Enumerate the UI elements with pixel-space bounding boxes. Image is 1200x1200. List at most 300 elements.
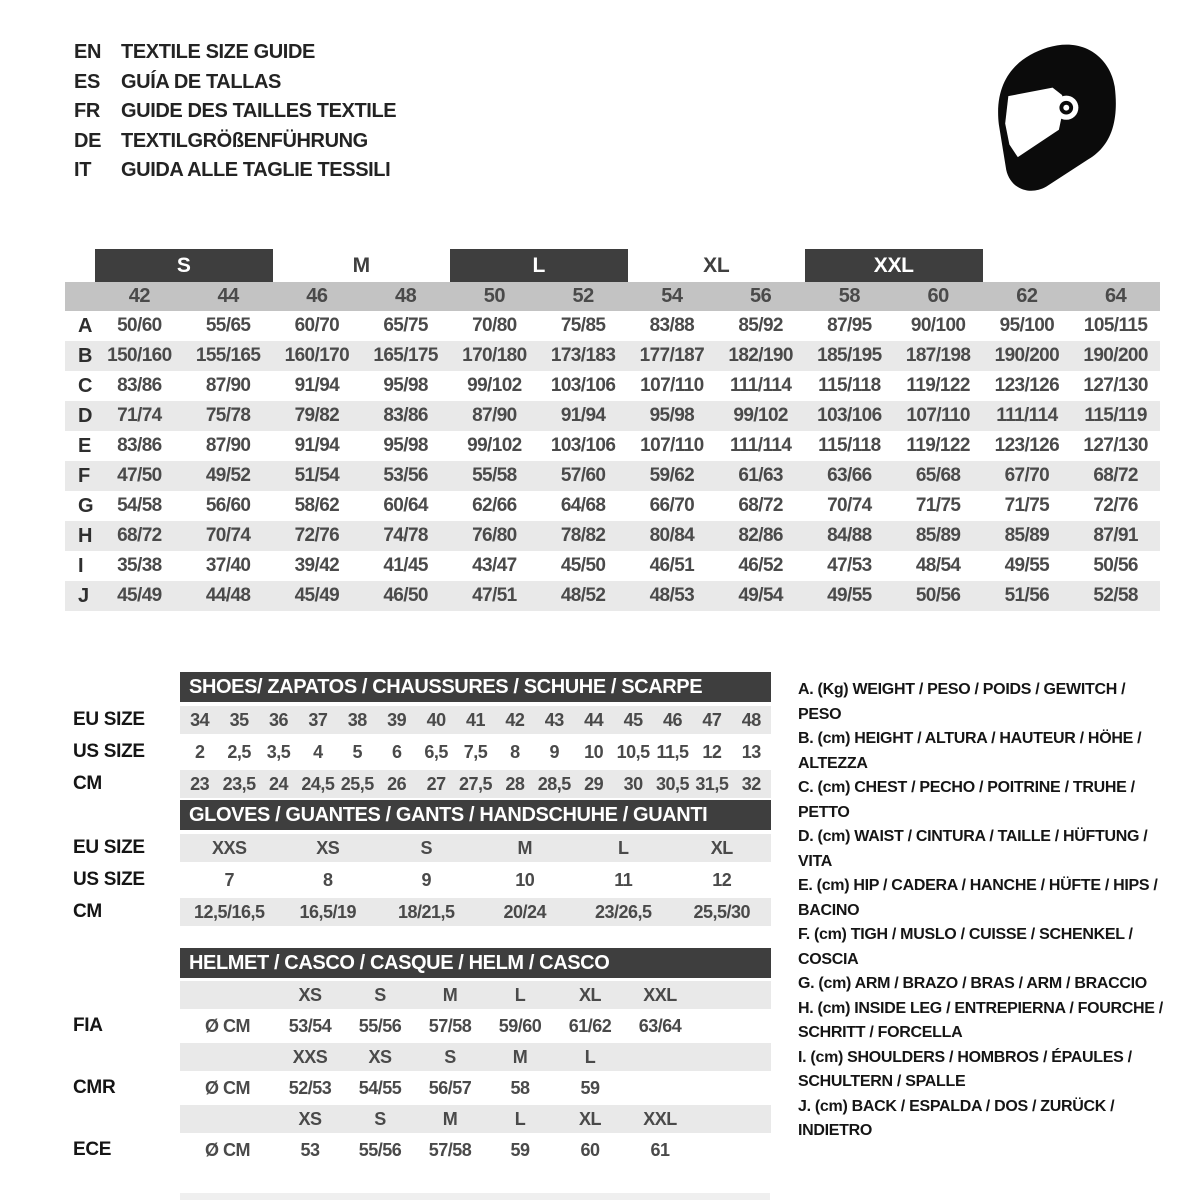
table-cell: 47/53 — [827, 555, 872, 576]
size-group-row — [65, 249, 1160, 282]
table-cell: 70/74 — [827, 495, 872, 516]
table-cell: 3,5 — [266, 741, 291, 762]
table-cell: 57/60 — [560, 465, 606, 486]
helmet-rows — [65, 981, 771, 1164]
table-cell: M — [512, 1046, 528, 1067]
row-label: CM — [73, 901, 102, 922]
table-cell: 127/130 — [1083, 375, 1148, 396]
table-cell: 47/51 — [472, 585, 517, 606]
table-cell: 6,5 — [424, 741, 448, 762]
table-cell: 41 — [465, 709, 485, 730]
table-cell: 7,5 — [463, 741, 488, 762]
table-row — [65, 770, 771, 798]
row-cells — [180, 1043, 771, 1071]
numeric-size: 50 — [483, 285, 505, 307]
table-cell: 46/52 — [738, 555, 783, 576]
table-cell: L — [514, 984, 526, 1005]
shoes-rows — [65, 706, 771, 798]
table-cell: 54/58 — [117, 495, 162, 516]
table-cell: 37/40 — [205, 555, 251, 576]
table-cell: 49/52 — [205, 465, 251, 486]
row-cells — [180, 1012, 771, 1040]
table-cell: 49/55 — [827, 585, 872, 606]
table-cell: 61/62 — [568, 1015, 612, 1036]
table-cell: 36 — [268, 709, 288, 730]
racing-helmet-icon — [982, 28, 1140, 200]
table-row — [65, 521, 1160, 551]
table-cell: 79/82 — [294, 405, 340, 426]
table-cell: 85/92 — [738, 315, 783, 336]
row-cells — [180, 898, 771, 926]
row-cells — [180, 770, 771, 798]
shoes-size-table — [65, 672, 771, 798]
table-cell: XXL — [643, 1108, 677, 1129]
table-cell: 60 — [580, 1139, 600, 1160]
table-cell: L — [584, 1046, 596, 1067]
table-cell: XS — [368, 1046, 392, 1067]
table-cell: 107/110 — [640, 375, 704, 396]
measurement-legend — [798, 678, 1170, 1144]
table-cell: 177/187 — [639, 345, 705, 366]
table-cell: 91/94 — [294, 435, 340, 456]
table-cell: 173/183 — [550, 345, 616, 366]
table-cell: 46 — [662, 709, 682, 730]
table-cell: 95/100 — [999, 315, 1055, 336]
table-cell: 165/175 — [373, 345, 438, 366]
legend-entry: H. (cm) INSIDE LEG / ENTREPIERNA / FOURCHE / SCHRITT / FORCELLA — [798, 999, 1163, 1041]
table-cell: 72/76 — [294, 525, 340, 546]
table-cell: 72/76 — [1093, 495, 1138, 516]
table-cell: 107/110 — [906, 405, 970, 426]
table-cell: 49/54 — [738, 585, 783, 606]
row-letter: G — [78, 494, 94, 517]
table-cell: 49/55 — [1004, 555, 1050, 576]
table-cell: 185/195 — [817, 345, 882, 366]
table-cell: 62/66 — [472, 495, 517, 516]
table-cell: 23,5 — [222, 773, 256, 794]
table-cell: 63/66 — [827, 465, 872, 486]
table-cell: 4 — [313, 741, 323, 762]
row-letter: F — [78, 464, 91, 487]
table-cell: 24,5 — [301, 773, 335, 794]
table-cell: 67/70 — [1004, 465, 1050, 486]
table-cell: 70/80 — [472, 315, 517, 336]
table-cell: 35/38 — [117, 555, 162, 576]
table-row — [65, 341, 1160, 371]
table-row — [65, 581, 1160, 611]
table-cell: 190/200 — [994, 345, 1060, 366]
table-cell: 150/160 — [107, 345, 172, 366]
language-code: ES — [74, 70, 101, 93]
table-cell: 90/100 — [910, 315, 966, 336]
table-cell: 50/60 — [117, 315, 162, 336]
table-cell: 8 — [510, 741, 520, 762]
table-cell: 123/126 — [994, 435, 1060, 456]
table-cell: 87/95 — [827, 315, 872, 336]
size-group-label: XL — [703, 253, 730, 277]
table-cell: 44/48 — [205, 585, 251, 606]
numeric-size: 64 — [1105, 285, 1127, 307]
legend-entry: G. (cm) ARM / BRAZO / BRAS / ARM / BRACCIO — [798, 975, 1147, 992]
table-cell: 51/56 — [1004, 585, 1050, 606]
table-cell: 95/98 — [383, 435, 428, 456]
table-cell: 30,5 — [655, 773, 690, 794]
table-cell: XL — [578, 1108, 601, 1129]
table-cell: 187/198 — [905, 345, 971, 366]
language-row — [74, 97, 396, 127]
language-title: GUIDA ALLE TAGLIE TESSILI — [121, 159, 391, 182]
table-row — [65, 371, 1160, 401]
table-cell: 24 — [268, 773, 288, 794]
language-header — [74, 38, 396, 186]
table-cell: 71/75 — [1004, 495, 1050, 516]
table-cell: 11,5 — [656, 741, 689, 762]
table-cell: 23 — [190, 773, 210, 794]
table-cell: 52/58 — [1093, 585, 1138, 606]
row-cells — [180, 981, 771, 1009]
table-cell: 103/106 — [817, 405, 882, 426]
table-cell: 71/74 — [117, 405, 162, 426]
table-cell: 59 — [510, 1139, 530, 1160]
table-cell: 39 — [387, 709, 407, 730]
table-cell: 51/54 — [294, 465, 340, 486]
table-cell: 83/86 — [117, 435, 162, 456]
table-cell: S — [444, 1046, 456, 1067]
language-title: TEXTILE SIZE GUIDE — [121, 41, 315, 64]
table-cell: XXL — [643, 984, 677, 1005]
size-group-label: XXL — [805, 249, 983, 282]
table-row — [65, 706, 771, 734]
table-cell: 47 — [702, 709, 722, 730]
table-cell: 25,5/30 — [693, 901, 751, 922]
table-cell: 55/56 — [358, 1139, 402, 1160]
table-cell: 87/91 — [1093, 525, 1138, 546]
language-title: GUÍA DE TALLAS — [121, 70, 281, 93]
table-cell: 95/98 — [649, 405, 695, 426]
table-row — [65, 551, 1160, 581]
table-cell: 182/190 — [728, 345, 793, 366]
row-cells — [180, 706, 771, 734]
table-cell: XS — [298, 984, 322, 1005]
table-cell: 41/45 — [383, 555, 428, 576]
row-cells — [180, 834, 771, 862]
row-label: CM — [73, 773, 102, 794]
numeric-size: 52 — [572, 285, 594, 307]
legend-entry: I. (cm) SHOULDERS / HOMBROS / ÉPAULES / SCHULTERN / SPALLE — [798, 1048, 1132, 1090]
table-cell: 103/106 — [550, 375, 616, 396]
table-cell: 12 — [712, 869, 732, 890]
table-cell: 55/56 — [358, 1015, 402, 1036]
table-cell: 35 — [229, 709, 249, 730]
table-cell: 111/114 — [996, 405, 1058, 426]
table-row — [65, 1043, 771, 1071]
language-title: GUIDE DES TAILLES TEXTILE — [121, 100, 397, 123]
table-row — [65, 431, 1160, 461]
table-row — [65, 461, 1160, 491]
table-cell: 99/102 — [733, 405, 788, 426]
table-cell: 65/75 — [383, 315, 428, 336]
legend-entry: D. (cm) WAIST / CINTURA / TAILLE / HÜFTUNG / VITA — [798, 828, 1148, 870]
table-cell: 53/54 — [288, 1015, 332, 1036]
table-cell: 58 — [510, 1077, 530, 1098]
row-cells — [180, 1074, 771, 1102]
table-cell: 46/50 — [383, 585, 428, 606]
size-group-label: S — [95, 249, 273, 282]
language-code: IT — [74, 159, 92, 182]
table-cell: 43 — [544, 709, 564, 730]
legend-entry: J. (cm) BACK / ESPALDA / DOS / ZURÜCK / INDIETRO — [798, 1097, 1115, 1139]
language-code: FR — [74, 100, 101, 123]
table-cell: L — [514, 1108, 526, 1129]
table-cell: L — [618, 837, 629, 858]
size-group-label: M — [352, 253, 370, 277]
table-cell: 60/70 — [294, 315, 340, 336]
table-cell: 5 — [352, 741, 363, 762]
table-cell: Ø CM — [205, 1077, 250, 1098]
gloves-rows — [65, 834, 771, 926]
corner-spacer — [65, 249, 95, 282]
table-cell: 70/74 — [205, 525, 251, 546]
table-cell: 25,5 — [340, 773, 374, 794]
row-label — [65, 1105, 180, 1133]
numeric-size: 62 — [1016, 285, 1038, 307]
row-label: EU SIZE — [73, 709, 145, 730]
table-cell: 65/68 — [915, 465, 961, 486]
table-cell: 84/88 — [827, 525, 872, 546]
table-cell: 18/21,5 — [397, 901, 455, 922]
row-label — [65, 981, 180, 1009]
legend-entry: C. (cm) CHEST / PECHO / POITRINE / TRUHE / PETTO — [798, 779, 1135, 821]
table-cell: 115/118 — [818, 435, 881, 456]
helmet-title-bar: HELMET / CASCO / CASQUE / HELM / CASCO — [180, 948, 771, 978]
table-cell: 55/65 — [205, 315, 251, 336]
table-cell: 47/50 — [117, 465, 162, 486]
table-cell: 10,5 — [616, 741, 650, 762]
table-cell: 61/63 — [738, 465, 783, 486]
table-cell: 31,5 — [695, 773, 729, 794]
table-cell: 115/118 — [818, 375, 881, 396]
table-cell: XXS — [211, 837, 247, 858]
table-row — [65, 981, 771, 1009]
gloves-size-table — [65, 800, 771, 926]
table-cell: 43/47 — [472, 555, 517, 576]
table-cell: 107/110 — [640, 435, 704, 456]
row-letter: C — [78, 374, 93, 397]
partial-row-strip — [180, 1193, 770, 1200]
table-cell: 76/80 — [472, 525, 517, 546]
table-cell: XXS — [292, 1046, 328, 1067]
table-row — [65, 491, 1160, 521]
row-label: CMR — [73, 1077, 116, 1098]
table-cell: 32 — [741, 773, 761, 794]
table-cell: 99/102 — [467, 375, 522, 396]
table-cell: 95/98 — [383, 375, 428, 396]
table-cell: 48/53 — [649, 585, 695, 606]
table-row — [65, 738, 771, 766]
table-cell: 38 — [347, 709, 367, 730]
table-cell: S — [420, 837, 432, 858]
table-cell: 111/114 — [729, 375, 792, 396]
table-cell: 99/102 — [467, 435, 522, 456]
legend-entry: B. (cm) HEIGHT / ALTURA / HAUTEUR / HÖHE / ALTEZZA — [798, 730, 1142, 772]
table-cell: 190/200 — [1083, 345, 1148, 366]
table-cell: 13 — [741, 741, 761, 762]
table-cell: 27 — [426, 773, 446, 794]
table-cell: 58/62 — [294, 495, 340, 516]
table-cell: 9 — [549, 741, 560, 762]
table-cell: 63/64 — [638, 1015, 682, 1036]
table-cell: 53/56 — [383, 465, 428, 486]
numeric-size: 48 — [395, 285, 417, 307]
table-cell: 45/49 — [294, 585, 340, 606]
table-cell: 83/88 — [649, 315, 695, 336]
language-code: EN — [74, 41, 102, 64]
table-cell: 10 — [584, 741, 604, 762]
table-cell: S — [374, 984, 386, 1005]
table-cell: Ø CM — [205, 1015, 250, 1036]
row-label — [65, 1043, 180, 1071]
table-row — [65, 834, 771, 862]
legend-entry: A. (Kg) WEIGHT / PESO / POIDS / GEWITCH / PESO — [798, 681, 1126, 723]
table-cell: 64/68 — [560, 495, 606, 516]
table-cell: 9 — [421, 869, 431, 890]
row-cells — [180, 738, 771, 766]
numeric-size-row — [65, 282, 1160, 311]
table-cell: 61 — [650, 1139, 670, 1160]
language-row — [74, 38, 396, 68]
table-cell: 50/56 — [915, 585, 961, 606]
language-row — [74, 127, 396, 157]
table-cell: 34 — [190, 709, 210, 730]
row-letter: E — [78, 434, 92, 457]
table-cell: 85/89 — [1004, 525, 1050, 546]
table-cell: 40 — [426, 709, 446, 730]
helmet-size-table — [65, 948, 771, 1164]
table-row — [65, 898, 771, 926]
table-cell: 54/55 — [358, 1077, 402, 1098]
language-title: TEXTILGRÖßENFÜHRUNG — [121, 129, 368, 152]
table-cell: XL — [710, 837, 733, 858]
row-label: FIA — [73, 1015, 103, 1036]
table-cell: 48/52 — [560, 585, 606, 606]
numeric-size: 58 — [838, 285, 860, 307]
table-cell: 60/64 — [383, 495, 428, 516]
table-cell: 91/94 — [560, 405, 606, 426]
table-cell: 75/78 — [205, 405, 251, 426]
row-letter: J — [78, 584, 90, 607]
row-letter: D — [78, 404, 93, 427]
table-cell: 12,5/16,5 — [193, 901, 265, 922]
table-cell: 11 — [614, 869, 633, 890]
textile-size-table — [65, 249, 1160, 611]
table-cell: 59 — [580, 1077, 600, 1098]
table-cell: 160/170 — [284, 345, 350, 366]
table-cell: 78/82 — [560, 525, 606, 546]
row-letter: B — [78, 344, 93, 367]
row-label: US SIZE — [73, 869, 145, 890]
table-cell: 16,5/19 — [299, 901, 357, 922]
table-cell: 56/60 — [205, 495, 251, 516]
table-cell: 45 — [623, 709, 643, 730]
table-cell: XS — [298, 1108, 322, 1129]
table-cell: 57/58 — [428, 1139, 472, 1160]
language-row — [74, 156, 396, 186]
table-cell: M — [517, 837, 532, 858]
table-cell: 2 — [194, 741, 205, 762]
table-cell: 53 — [300, 1139, 320, 1160]
numeric-size: 46 — [306, 285, 328, 307]
table-cell: 68/72 — [738, 495, 783, 516]
table-cell: 87/90 — [472, 405, 517, 426]
row-label: US SIZE — [73, 741, 145, 762]
table-row — [65, 1136, 771, 1164]
table-cell: 119/122 — [906, 435, 970, 456]
table-cell: 123/126 — [994, 375, 1060, 396]
table-cell: 68/72 — [1093, 465, 1138, 486]
numeric-size: 54 — [661, 285, 683, 307]
table-cell: 103/106 — [550, 435, 616, 456]
shoes-title-bar: SHOES/ ZAPATOS / CHAUSSURES / SCHUHE / SCARPE — [180, 672, 771, 702]
row-label: ECE — [73, 1139, 112, 1160]
row-label: EU SIZE — [73, 837, 145, 858]
row-letter: A — [78, 314, 93, 337]
table-cell: M — [442, 1108, 458, 1129]
table-cell: 28,5 — [537, 773, 571, 794]
table-cell: Ø CM — [205, 1139, 250, 1160]
table-cell: 27,5 — [458, 773, 493, 794]
table-cell: 37 — [308, 709, 328, 730]
table-cell: 127/130 — [1083, 435, 1148, 456]
gloves-title-bar: GLOVES / GUANTES / GANTS / HANDSCHUHE / GUANTI — [180, 800, 771, 830]
table-cell: 111/114 — [729, 435, 792, 456]
table-cell: 85/89 — [915, 525, 961, 546]
table-cell: 7 — [224, 869, 234, 890]
table-row — [65, 1105, 771, 1133]
table-cell: 87/90 — [205, 435, 251, 456]
table-cell: 28 — [505, 773, 525, 794]
row-cells — [180, 1136, 771, 1164]
table-cell: 46/51 — [649, 555, 695, 576]
table-cell: S — [374, 1108, 386, 1129]
row-cells — [180, 866, 771, 894]
table-cell: 48/54 — [915, 555, 961, 576]
row-letter: I — [78, 554, 84, 577]
table-cell: 170/180 — [462, 345, 527, 366]
table-row — [65, 1074, 771, 1102]
table-cell: 155/165 — [195, 345, 261, 366]
table-cell: 83/86 — [383, 405, 428, 426]
table-cell: 115/119 — [1084, 405, 1147, 426]
table-cell: XS — [316, 837, 340, 858]
table-cell: 80/84 — [649, 525, 695, 546]
numeric-size: 60 — [927, 285, 949, 307]
table-cell: 59/60 — [498, 1015, 542, 1036]
table-cell: 26 — [387, 773, 407, 794]
table-cell: 23/26,5 — [594, 901, 652, 922]
size-group-label: L — [450, 249, 628, 282]
language-code: DE — [74, 129, 102, 152]
table-cell: 50/56 — [1093, 555, 1138, 576]
table-row — [65, 311, 1160, 341]
table-cell: 74/78 — [383, 525, 428, 546]
table-cell: 12 — [702, 741, 722, 762]
table-cell: 10 — [515, 869, 535, 890]
table-cell: 52/53 — [288, 1077, 332, 1098]
table-cell: 68/72 — [117, 525, 162, 546]
table-cell: 83/86 — [117, 375, 162, 396]
table-cell: XL — [578, 984, 601, 1005]
table-cell: 39/42 — [294, 555, 340, 576]
